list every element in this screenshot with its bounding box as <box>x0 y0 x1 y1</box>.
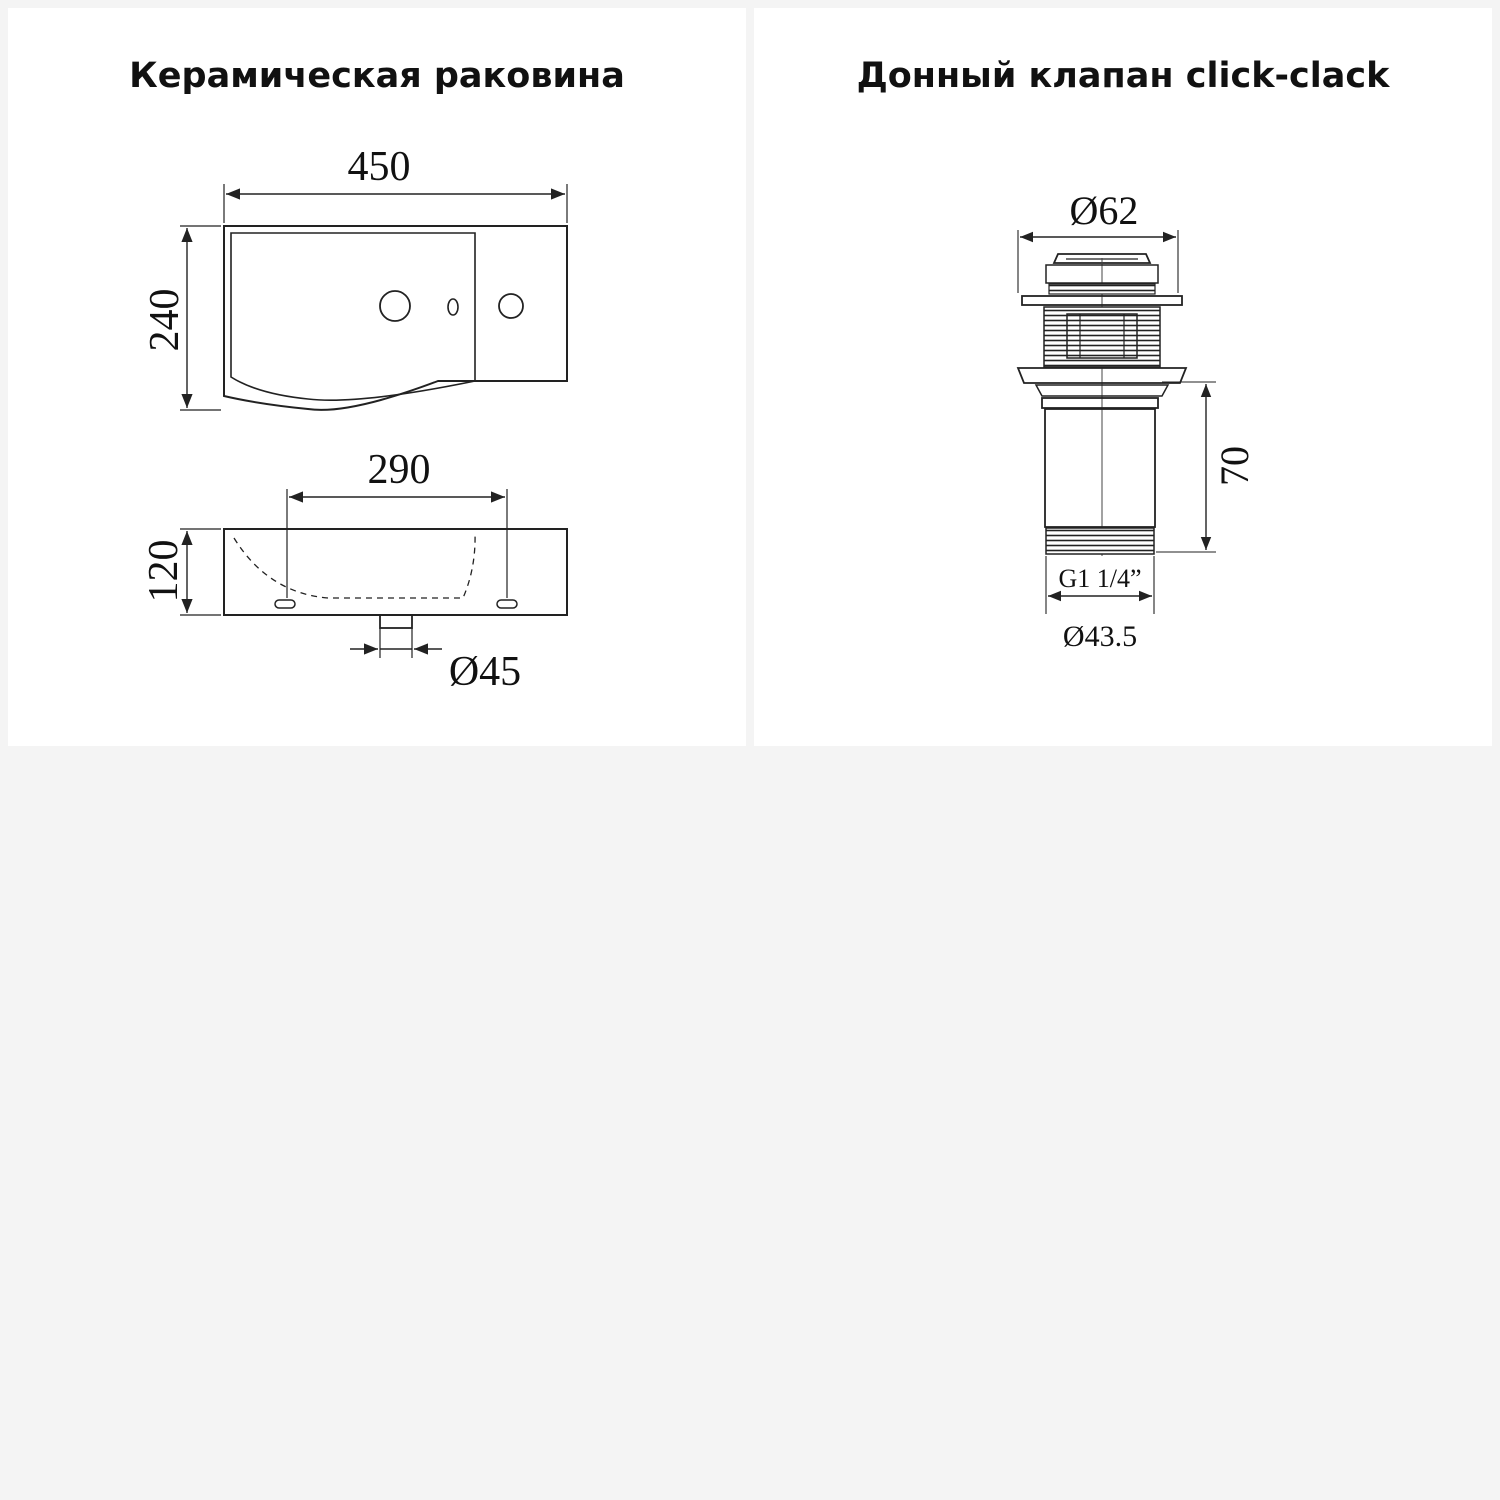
mounting-hole-icon <box>499 294 523 318</box>
body-height-label: 70 <box>1212 446 1257 486</box>
valve-panel-title: Донный клапан click-clack <box>856 56 1390 96</box>
left-slot-icon <box>275 600 295 608</box>
cap-diameter-label: Ø62 <box>1069 188 1139 233</box>
valve-drawing <box>754 8 1492 746</box>
drain-outlet-icon <box>380 615 412 628</box>
thread-size-label: G1 1/4” <box>1058 564 1142 593</box>
sink-panel-title: Керамическая раковина <box>129 56 625 96</box>
valve-panel <box>754 8 1492 746</box>
right-slot-icon <box>497 600 517 608</box>
sink-width-label: 450 <box>347 144 411 190</box>
sink-height-label: 120 <box>141 539 187 603</box>
sink-depth-label: 240 <box>142 288 188 352</box>
thread-diameter-label: Ø43.5 <box>1062 620 1138 653</box>
drain-diameter-label: Ø45 <box>448 649 522 695</box>
sink-side-view <box>141 447 567 695</box>
sink-drawing <box>8 8 746 746</box>
faucet-hole-icon <box>380 291 410 321</box>
overflow-hole-icon <box>448 299 458 315</box>
valve-body <box>1018 254 1186 556</box>
sink-top-view <box>142 144 567 410</box>
mount-spacing-label: 290 <box>367 447 431 493</box>
sink-panel <box>8 8 746 746</box>
